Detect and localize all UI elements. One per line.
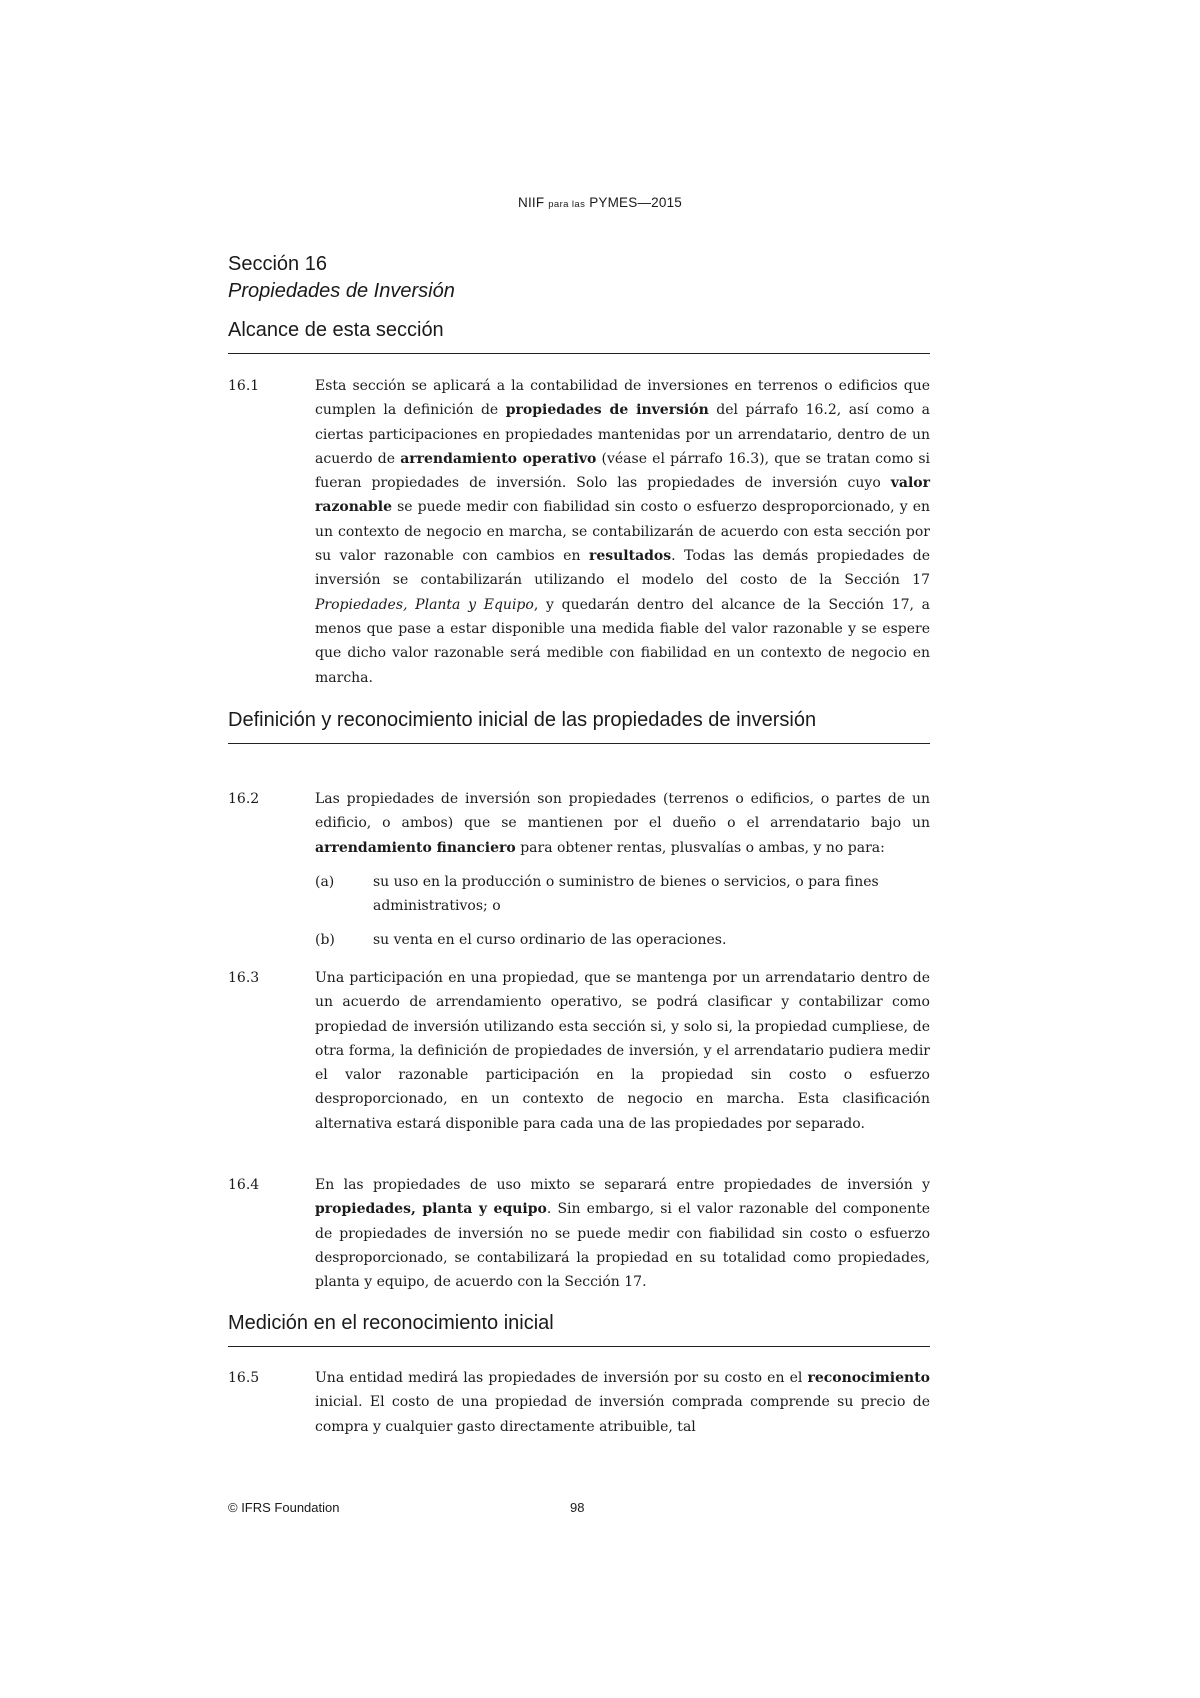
- list-item: [315, 928, 930, 952]
- heading-definition: Definición y reconocimiento inicial de las propiedades de inversión: [228, 707, 930, 744]
- defined-term: propiedades, planta y equipo: [315, 1201, 547, 1218]
- section-heading: [228, 251, 455, 305]
- paragraph-16-5: [228, 1366, 930, 1439]
- defined-term: valor razonable: [315, 475, 930, 516]
- list-item-text: su uso en la producción o suministro de bienes o servicios, o para fines administrativos; o: [373, 873, 879, 915]
- paragraph-number: 16.5: [228, 1370, 260, 1386]
- text-run: inicial. El costo de una propiedad de inversión comprada comprende su precio de compra y cualquier gasto directamente atribuible, tal: [315, 1394, 930, 1435]
- paragraph-number: 16.2: [228, 791, 260, 807]
- running-header-edition: PYMES—2015: [585, 195, 682, 210]
- list-item: [315, 870, 930, 919]
- text-run: , y quedarán dentro del alcance de la Sección 17, a menos que pase a estar disponible una medida fiable del valor razonable y se espere que dicho valor razonable será medible con fiabilidad en un contexto de negocio en marcha.: [315, 596, 930, 686]
- section-title: Propiedades de Inversión: [228, 280, 455, 302]
- text-run: Una entidad medirá las propiedades de inversión por su costo en el: [315, 1370, 808, 1386]
- paragraph-number: 16.1: [228, 378, 260, 394]
- text-run: . Sin embargo, si el valor razonable del componente de propiedades de inversión no se puede medir con fiabilidad sin costo o esfuerzo desproporcionado, se contabilizará la propiedad en su totalidad como propiedades, planta y equipo, de acuerdo con la Sección 17.: [315, 1201, 931, 1291]
- text-run: . Todas las demás propiedades de inversión se contabilizarán utilizando el modelo del costo de la Sección 17: [315, 548, 931, 589]
- text-run: Las propiedades de inversión son propiedades (terrenos o edificios, o partes de un edificio, o ambos) que se mantienen por el dueño o el arrendatario bajo un: [315, 791, 930, 832]
- text-run: (véase el párrafo 16.3), que se tratan como si fueran propiedades de inversión. Solo las propiedades de inversión cuyo: [315, 450, 930, 492]
- paragraph-text: [315, 787, 930, 860]
- text-run: para obtener rentas, plusvalías o ambas, y no para:: [515, 839, 885, 856]
- running-header-title: NIIF: [518, 195, 549, 210]
- paragraph-16-4: [228, 1173, 930, 1294]
- footer-copyright: © IFRS Foundation: [228, 1500, 340, 1515]
- paragraph-16-1: [228, 374, 930, 690]
- list-item-text: su venta en el curso ordinario de las operaciones.: [373, 932, 727, 949]
- running-header-smallcaps: para las: [548, 199, 586, 210]
- heading-scope: Alcance de esta sección: [228, 317, 930, 354]
- defined-term: arrendamiento financiero: [315, 839, 516, 856]
- defined-term: reconocimiento: [807, 1370, 930, 1386]
- paragraph-16-2: [228, 787, 930, 953]
- list-item-label: (a): [315, 873, 335, 890]
- defined-term: resultados: [588, 548, 672, 565]
- paragraph-text: [315, 1173, 930, 1294]
- page-number: 98: [570, 1500, 585, 1515]
- paragraph-16-3: [228, 966, 930, 1136]
- heading-measurement: Medición en el reconocimiento inicial: [228, 1310, 930, 1347]
- text-run: se puede medir con fiabilidad sin costo o esfuerzo desproporcionado, y en un contexto de negocio en marcha, se contabilizarán de acuerdo con esta sección por su valor razonable con cambios en: [315, 499, 930, 565]
- section-number: Sección 16: [228, 253, 327, 275]
- text-run: del párrafo 16.2, así como a ciertas participaciones en propiedades mantenidas por un arrendatario, dentro de un acuerdo de: [315, 402, 930, 467]
- paragraph-text: Una participación en una propiedad, que se mantenga por un arrendatario dentro de un acuerdo de arrendamiento operativo, se podrá clasificar y contabilizar como propiedad de inversión utilizando esta sección si, y solo si, la propiedad cumpliese, de otra forma, la definición de propiedades de inversión, y el arrendatario pudiera medir el valor razonable participación en la propiedad sin costo o esfuerzo desproporcionado, en un contexto de negocio en marcha. Esta clasificación alternativa estará disponible para cada una de las propiedades por separado.: [315, 970, 930, 1132]
- defined-term: arrendamiento operativo: [400, 450, 597, 467]
- cross-reference-title: Propiedades, Planta y Equipo: [315, 596, 534, 613]
- text-run: En las propiedades de uso mixto se separará entre propiedades de inversión y: [315, 1177, 930, 1193]
- running-header: [0, 195, 1200, 210]
- paragraph-text: [315, 1366, 930, 1439]
- paragraph-text: [315, 374, 930, 690]
- text-run: Esta sección se aplicará a la contabilidad de inversiones en terrenos o edificios que cumplen la definición de: [315, 378, 930, 419]
- defined-term: propiedades de inversión: [505, 402, 709, 419]
- list-item-label: (b): [315, 932, 335, 949]
- paragraph-number: 16.3: [228, 970, 260, 986]
- paragraph-number: 16.4: [228, 1177, 260, 1193]
